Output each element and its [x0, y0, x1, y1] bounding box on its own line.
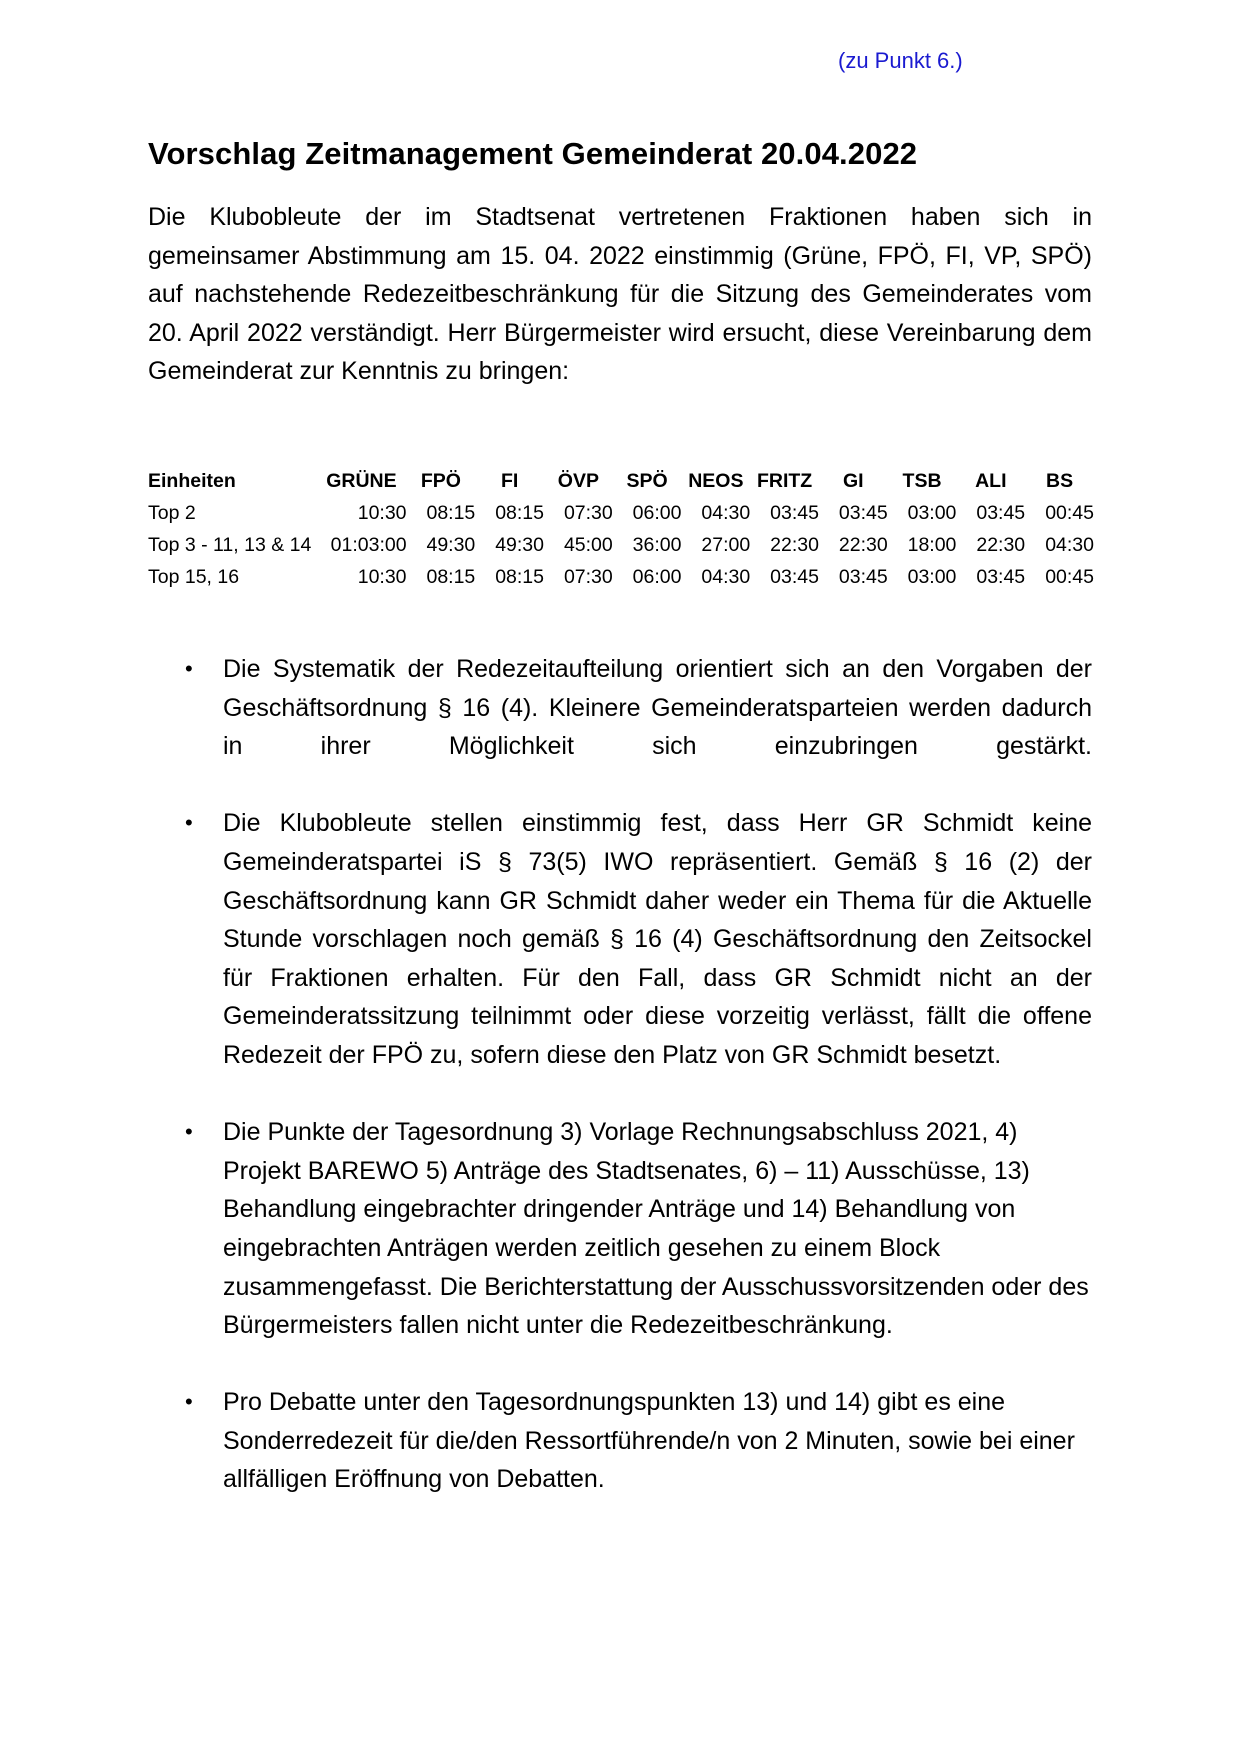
list-item: [148, 1383, 1092, 1499]
table-cell: 27:00: [701, 533, 751, 556]
table-cell: 22:30: [976, 533, 1026, 556]
column-header: NEOS: [688, 469, 744, 492]
table-cell: 04:30: [701, 501, 751, 524]
table-cell: 22:30: [838, 533, 888, 556]
table-cell: 49:30: [426, 533, 476, 556]
table-cell: 10:30: [357, 501, 407, 524]
table-cell: 08:15: [426, 501, 476, 524]
table-cell: 00:45: [1045, 565, 1094, 588]
agenda-reference: (zu Punkt 6.): [838, 48, 963, 73]
table-cell: 03:00: [907, 501, 957, 524]
table-cell: 18:00: [907, 533, 957, 556]
table-cell: 36:00: [632, 533, 682, 556]
column-header: FI: [500, 469, 519, 492]
table-cell: 03:45: [976, 501, 1026, 524]
table-row: [148, 529, 1094, 561]
table-cell: 10:30: [357, 565, 407, 588]
table-cell: 08:15: [495, 565, 545, 588]
list-item-text: Die Punkte der Tagesordnung 3) Vorlage Rechnungsabschluss 2021, 4) Projekt BAREWO 5) Anträge des Stadtsenates, 6) – 11) Ausschüsse, 13) Behandlung eingebrachter dringender Anträge und 14) Behandlung von eingebrachten Anträgen werden zeitlich gesehen zu einem Block zusammengefasst. Die Berichterstattung der Ausschussvorsitzenden oder des Bürgermeisters fallen nicht unter die Redezeitbeschränkung.: [223, 1118, 1089, 1340]
table-cell: 07:30: [563, 565, 613, 588]
table-row: [148, 561, 1094, 593]
table-cell: 03:45: [838, 501, 888, 524]
list-item: [148, 650, 1092, 766]
table-cell: 08:15: [426, 565, 476, 588]
list-item-text: Pro Debatte unter den Tagesordnungspunkten 13) und 14) gibt es eine Sonderredezeit für die/den Ressortführende/n von 2 Minuten, sowie bei einer allfälligen Eröffnung von Debatten.: [223, 1388, 1075, 1494]
column-header: BS: [1046, 469, 1074, 492]
row-label: Top 2: [148, 501, 196, 524]
column-header: SPÖ: [626, 469, 668, 492]
column-header: ALI: [975, 469, 1007, 492]
column-header: GRÜNE: [326, 469, 397, 492]
column-header: TSB: [902, 469, 942, 492]
column-header: FPÖ: [420, 469, 461, 492]
table-cell: 06:00: [632, 501, 682, 524]
bullet-icon: •: [185, 656, 193, 681]
table-row: [148, 497, 1094, 529]
column-header: Einheiten: [148, 469, 236, 492]
table-cell: 45:00: [563, 533, 613, 556]
table-cell: 03:45: [770, 565, 819, 588]
bullet-icon: •: [185, 1389, 193, 1415]
table-cell: 04:30: [1045, 533, 1094, 556]
row-label: Top 15, 16: [148, 565, 240, 588]
notes-list: [148, 650, 1092, 1538]
list-item-text: Die Klubobleute stellen einstimmig fest, dass Herr GR Schmidt keine Gemeinderatspartei iS § 73(5) IWO repräsentiert. Gemäß § 16 (2) der Geschäftsordnung kann GR Schmidt daher weder ein Thema für die Aktuelle Stunde vorschlagen noch gemäß § 16 (4) Geschäftsordnung den Zeitsockel für Fraktionen erhalten. Für den Fall, dass GR Schmidt nicht an der Gemeinderatssitzung teilnimmt oder diese vorzeitig verlässt, fällt die offene Redezeit der FPÖ zu, sofern diese den Platz von GR Schmidt besetzt.: [223, 809, 1092, 1069]
speaking-time-table: [148, 465, 1094, 593]
table-cell: 06:00: [632, 565, 682, 588]
table-cell: 03:45: [838, 565, 888, 588]
table-cell: 03:45: [976, 565, 1026, 588]
table-cell: 07:30: [563, 501, 613, 524]
table-cell: 22:30: [770, 533, 819, 556]
list-item: [148, 804, 1092, 1074]
intro-paragraph: Die Klubobleute der im Stadtsenat vertretenen Fraktionen haben sich in gemeinsamer Abstimmung am 15. 04. 2022 einstimmig (Grüne, FPÖ, FI, VP, SPÖ) auf nachstehende Redezeitbeschränkung für die Sitzung des Gemeinderates vom 20. April 2022 verständigt. Herr Bürgermeister wird ersucht, diese Vereinbarung dem Gemeinderat zur Kenntnis zu bringen:: [148, 203, 1092, 385]
document-title: Vorschlag Zeitmanagement Gemeinderat 20.04.2022: [148, 136, 918, 171]
table-cell: 04:30: [701, 565, 751, 588]
table-cell: 03:45: [770, 501, 819, 524]
list-item: [148, 1113, 1092, 1345]
column-header: FRITZ: [756, 469, 813, 492]
column-header: GI: [843, 469, 864, 492]
table-cell: 00:45: [1045, 501, 1094, 524]
table-cell: 03:00: [907, 565, 957, 588]
column-header: ÖVP: [557, 469, 599, 492]
table-header-row: [148, 465, 1094, 497]
table-cell: 08:15: [495, 501, 545, 524]
bullet-icon: •: [185, 1119, 193, 1145]
row-label: Top 3 - 11, 13 & 14: [148, 533, 312, 556]
list-item-text: Die Systematik der Redezeitaufteilung orientiert sich an den Vorgaben der Geschäftsordnung § 16 (4). Kleinere Gemeinderatsparteien werden dadurch in ihrer Möglichkeit sich einzubringen gestärkt.: [223, 655, 1092, 761]
table-cell: 49:30: [495, 533, 545, 556]
bullet-icon: •: [185, 810, 193, 836]
table-cell: 01:03:00: [330, 533, 407, 556]
